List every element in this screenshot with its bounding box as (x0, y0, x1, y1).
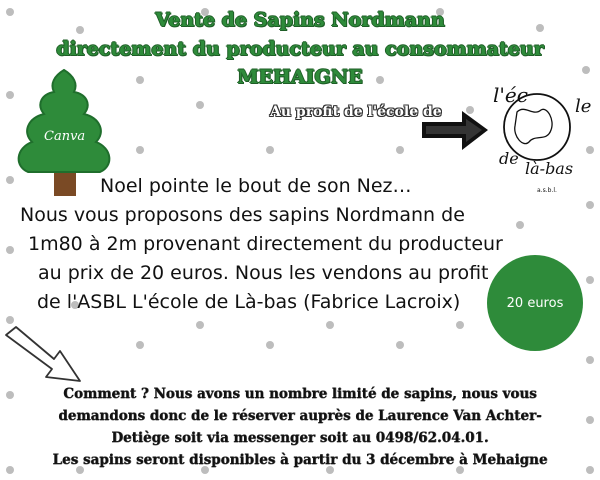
title-line-3: MEHAIGNE (237, 66, 363, 88)
price-badge (487, 255, 583, 351)
body-line-1: Noel pointe le bout de son Nez… (100, 175, 412, 197)
footer-line-3: Detiège soit via messenger soit au 0498/62.04.01. (111, 430, 489, 446)
footer-line-1: Comment ? Nous avons un nombre limité de sapins, nous vous (63, 386, 537, 402)
footer-line-2: demandons donc de le réserver auprès de Laurence Van Achter- (58, 408, 542, 424)
footer-line-4: Les sapins seront disponibles à partir du 3 décembre à Mehaigne (52, 452, 548, 468)
logo-word-4: là-bas (525, 159, 574, 178)
ecole-de-la-bas-logo (485, 72, 595, 197)
arrow-right-icon (420, 108, 490, 153)
title-line-1: Vente de Sapins Nordmann (155, 9, 445, 31)
body-line-4: au prix de 20 euros. Nous les vendons au profit (38, 262, 489, 284)
body-line-2: Nous vous proposons des sapins Nordmann de (20, 204, 465, 226)
title-line-2: directement du producteur au consommateur (56, 38, 544, 60)
logo-word-1: l'éc (493, 83, 528, 107)
arrow-down-right-icon (2, 325, 87, 385)
tree-watermark: Canva (44, 129, 86, 144)
logo-word-2: le (575, 96, 592, 117)
profit-label: Au profit de l'école de (270, 104, 442, 120)
logo-sub: a.s.b.l. (537, 187, 557, 194)
price-label: 20 euros (506, 295, 564, 311)
logo-word-3: de (499, 149, 519, 168)
body-line-5: de l'ASBL L'école de Là-bas (Fabrice Lacroix) (37, 291, 461, 313)
body-line-3: 1m80 à 2m provenant directement du producteur (28, 233, 503, 255)
